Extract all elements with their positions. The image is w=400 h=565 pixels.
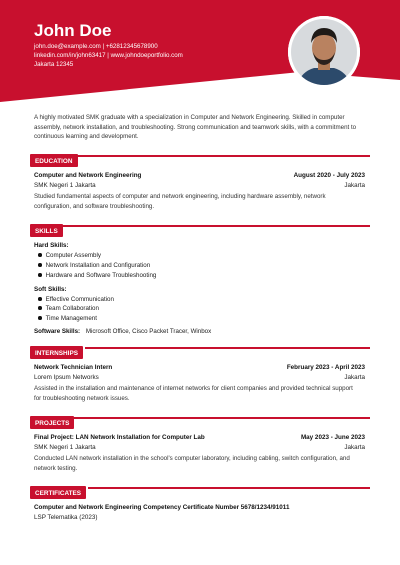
project-location: Jakarta xyxy=(344,444,365,451)
section-rule xyxy=(76,155,370,157)
bullet-icon xyxy=(38,306,42,310)
list-item: Time Management xyxy=(38,315,97,322)
section-rule xyxy=(62,225,370,227)
project-org: SMK Negeri 1 Jakarta xyxy=(34,444,96,451)
candidate-name: John Doe xyxy=(34,21,112,40)
hard-skills-label: Hard Skills: xyxy=(34,242,69,249)
internship-org: Lorem Ipsum Networks xyxy=(34,374,99,381)
contact-address: Jakarta 12345 xyxy=(34,61,74,68)
section-skills xyxy=(30,224,370,238)
project-description: Conducted LAN network installation in the school's computer laboratory, including cabling, switch configuration, and network testing. xyxy=(34,455,350,472)
soft-skills-label: Soft Skills: xyxy=(34,286,67,293)
section-projects xyxy=(30,416,370,430)
project-title: Final Project: LAN Network Installation for Computer Lab xyxy=(34,434,205,441)
section-rule xyxy=(85,347,370,349)
education-title: Computer and Network Engineering xyxy=(34,172,142,179)
section-heading-education: EDUCATION xyxy=(30,154,78,167)
section-rule xyxy=(88,487,370,489)
section-certificates xyxy=(30,486,370,500)
software-skills xyxy=(34,328,211,335)
project-dates: May 2023 - June 2023 xyxy=(300,434,365,441)
list-item: Computer Assembly xyxy=(38,252,101,259)
section-education xyxy=(30,154,370,168)
contact-email-phone: john.doe@example.com | +62812345678900 xyxy=(34,43,158,50)
certificate-title: Computer and Network Engineering Competency Certificate Number 5678/1234/91011 xyxy=(34,504,290,511)
internship-dates: February 2023 - April 2023 xyxy=(286,364,365,371)
software-skills-label: Software Skills: xyxy=(34,328,81,335)
section-heading-projects: PROJECTS xyxy=(30,416,74,429)
certificate-issuer: LSP Telematika (2023) xyxy=(34,514,98,521)
internship-location: Jakarta xyxy=(344,374,365,381)
software-skills-list: Microsoft Office, Cisco Packet Tracer, Winbox xyxy=(85,328,212,335)
professional-summary: A highly motivated SMK graduate with a specialization in Computer and Network Engineering. Skilled in computer assembly, network installation, and troubleshooting. Strong communication and teamwork skills, with a commitment to continuous learning and development. xyxy=(34,114,357,141)
education-dates: August 2020 - July 2023 xyxy=(293,172,365,179)
education-location: Jakarta xyxy=(344,182,365,189)
internship-title: Network Technician Intern xyxy=(34,364,113,371)
bullet-icon xyxy=(38,297,42,301)
education-description: Studied fundamental aspects of computer and network engineering, including hardware assembly, network configuration, and software troubleshooting. xyxy=(34,193,326,210)
bullet-icon xyxy=(38,273,42,277)
list-item: Hardware and Software Troubleshooting xyxy=(38,272,156,279)
profile-photo xyxy=(288,16,360,88)
section-heading-certificates: CERTIFICATES xyxy=(30,486,86,499)
bullet-icon xyxy=(38,316,42,320)
section-heading-skills: SKILLS xyxy=(30,224,63,237)
section-heading-internships: INTERNSHIPS xyxy=(30,346,83,359)
section-rule xyxy=(74,417,370,419)
list-item: Effective Communication xyxy=(38,296,114,303)
internship-description: Assisted in the installation and maintenance of internet networks for client companies and provided technical support for troubleshooting network issues. xyxy=(34,385,353,402)
contact-links: linkedin.com/in/john63417 | www.johndoeportfolio.com xyxy=(34,52,183,59)
bullet-icon xyxy=(38,263,42,267)
list-item: Team Collaboration xyxy=(38,305,99,312)
list-item: Network Installation and Configuration xyxy=(38,262,150,269)
section-internships xyxy=(30,346,370,360)
bullet-icon xyxy=(38,253,42,257)
education-org: SMK Negeri 1 Jakarta xyxy=(34,182,96,189)
